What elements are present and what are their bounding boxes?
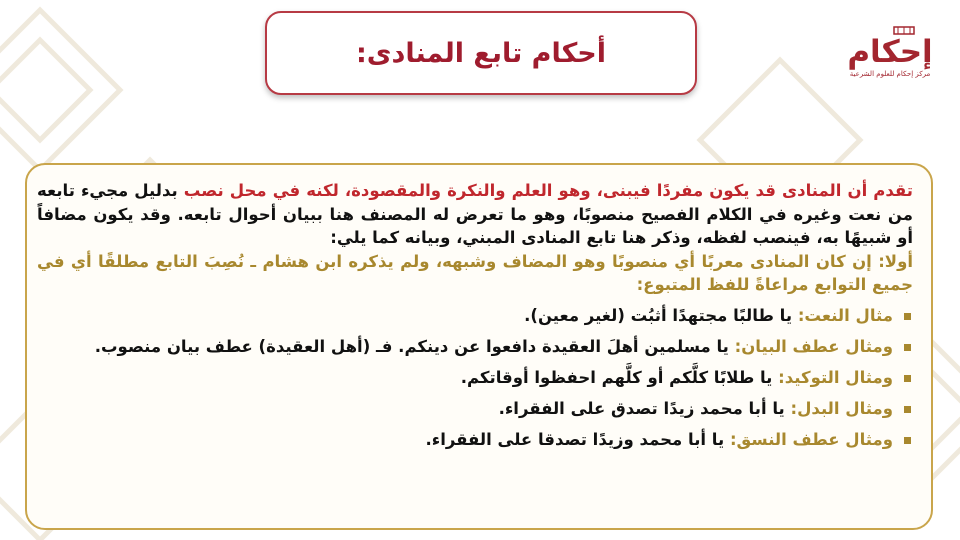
logo bbox=[845, 25, 935, 97]
bullet-icon bbox=[904, 344, 911, 351]
logo-subtitle: مركز إحكام للعلوم الشرعية bbox=[849, 70, 931, 78]
example-label: مثال النعت: bbox=[797, 305, 893, 325]
intro-highlight: تقدم أن المنادى قد يكون مفردًا فيبنى، وهو العلم والنكرة والمقصودة، لكنه في محل نصب bbox=[183, 181, 914, 200]
bullet-icon bbox=[904, 406, 911, 413]
bullet-icon bbox=[904, 437, 911, 444]
list-item bbox=[37, 304, 913, 328]
example-label: ومثال عطف النسق: bbox=[729, 429, 893, 449]
example-text: يا طلابًا كلَّكم أو كلَّهم احفظوا أوقاتكم. bbox=[460, 367, 779, 387]
logo-word: إحكام bbox=[847, 34, 933, 70]
example-label: ومثال عطف البيان: bbox=[734, 336, 893, 356]
list-item bbox=[37, 428, 913, 452]
list-item bbox=[37, 366, 913, 390]
bullet-icon bbox=[904, 375, 911, 382]
list-item bbox=[37, 397, 913, 421]
intro-body: بدليل مجيء تابعه من نعت وغيره في الكلام الفصيح منصوبًا، وهو ما تعرض له المصنف هنا ببيان أحوال تابعه. وقد يكون مضافاً أو شبيهًا به، فينصب لفظه، وذكر هنا تابع المنادى المبني، وبيانه كما يلي: bbox=[37, 181, 913, 247]
bullet-icon bbox=[904, 313, 911, 320]
example-text: يا أبا محمد وزيدًا تصدقا على الفقراء. bbox=[425, 429, 730, 449]
list-item bbox=[37, 335, 913, 359]
example-text: يا طالبًا مجتهدًا أثبُت (لغير معين). bbox=[524, 305, 798, 325]
first-case-paragraph: أولا: إن كان المنادى معربًا أي منصوبًا وهو المضاف وشبهه، ولم يذكره ابن هشام ـ نُصِبَ التابع مطلقًا أي في جميع التوابع مراعاةً للفظ المتبوع: bbox=[37, 251, 913, 294]
examples-list bbox=[37, 304, 913, 452]
content-text bbox=[37, 179, 913, 452]
example-text: يا مسلمين أهلَ العقيدة دافعوا عن دينكم. فـ (أهل العقيدة) عطف بيان منصوب. bbox=[94, 336, 735, 356]
content-box bbox=[25, 163, 933, 530]
intro-paragraph bbox=[37, 179, 913, 250]
example-label: ومثال التوكيد: bbox=[778, 367, 893, 387]
example-label: ومثال البدل: bbox=[790, 398, 893, 418]
title-box bbox=[265, 11, 697, 95]
example-text: يا أبا محمد زيدًا تصدق على الفقراء. bbox=[498, 398, 791, 418]
page-title: أحكام تابع المنادى: bbox=[355, 37, 607, 69]
